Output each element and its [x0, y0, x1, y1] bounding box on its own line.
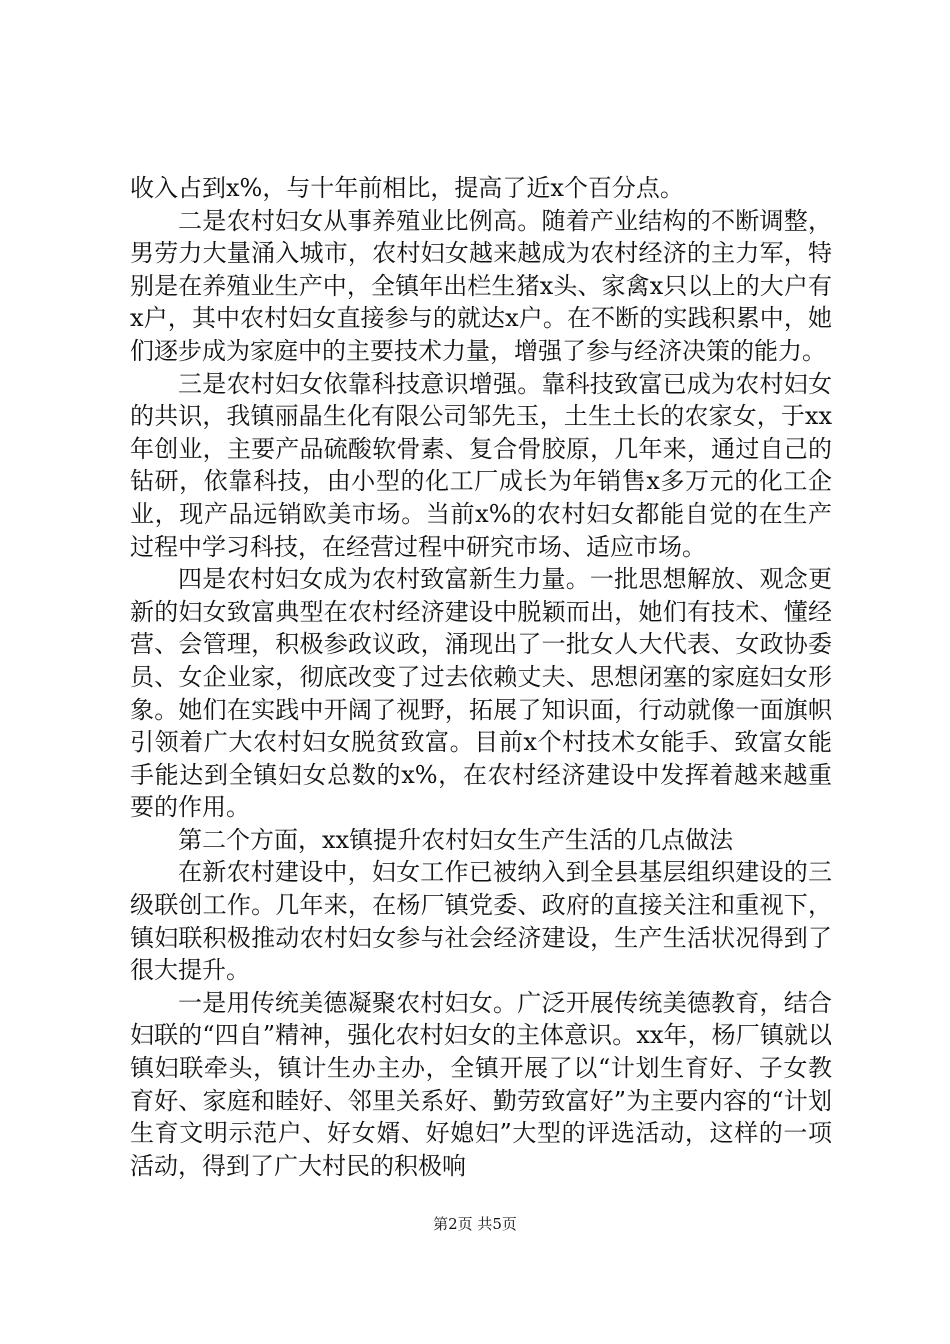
section-heading: 第二个方面，xx镇提升农村妇女生产生活的几点做法 — [178, 825, 734, 854]
document-body — [130, 172, 832, 1182]
paragraph-breeding: 二是农村妇女从事养殖业比例高。随着产业结构的不断调整，男劳力大量涌入城市，农村妇女越来越成为农村经济的主力军，特别是在养殖业生产中，全镇年出栏生猪x头、家禽x只以上的大户有x户，其中农村妇女直接参与的就达x户。在不断的实践积累中，她们逐步成为家庭中的主要技术力量，增强了参与经济决策的能力。 — [130, 206, 832, 365]
paragraph-new-force: 四是农村妇女成为农村致富新生力量。一批思想解放、观念更新的妇女致富典型在农村经济建设中脱颖而出，她们有技术、懂经营、会管理，积极参政议政，涌现出了一批女人大代表、女政协委员、女企业家，彻底改变了过去依赖丈夫、思想闭塞的家庭妇女形象。她们在实践中开阔了视野，拓展了知识面，行动就像一面旗帜引领着广大农村妇女脱贫致富。目前x个村技术女能手、致富女能手能达到全镇妇女总数的x%，在农村经济建设中发挥着越来越重要的作用。 — [130, 565, 832, 822]
paragraph-new-countryside: 在新农村建设中，妇女工作已被纳入到全县基层组织建设的三级联创工作。几年来，在杨厂镇党委、政府的直接关注和重视下，镇妇联积极推动农村妇女参与社会经济建设，生产生活状况得到了很大提升。 — [130, 858, 832, 985]
page-footer — [0, 1214, 950, 1234]
paragraph-continuation: 收入占到x%，与十年前相比，提高了近x个百分点。 — [130, 174, 684, 202]
paragraph-traditional-virtues: 一是用传统美德凝聚农村妇女。广泛开展传统美德教育，结合妇联的“四自”精神，强化农村妇女的主体意识。xx年，杨厂镇就以镇妇联牵头，镇计生办主办，全镇开展了以“计划生育好、子女教育好、家庭和睦好、邻里关系好、勤劳致富好”为主要内容的“计划生育文明示范户、好女婿、好媳妇”大型的评选活动，这样的一项活动，得到了广大村民的积极响 — [130, 988, 832, 1180]
paragraph-technology: 三是农村妇女依靠科技意识增强。靠科技致富已成为农村妇女的共识，我镇丽晶生化有限公司邹先玉，土生土长的农家女，于xx年创业，主要产品硫酸软骨素、复合骨胶原，几年来，通过自己的钻研，依靠科技，由小型的化工厂成长为年销售x多万元的化工企业，现产品远销欧美市场。当前x%的农村妇女都能自觉的在生产过程中学习科技，在经营过程中研究市场、适应市场。 — [130, 369, 832, 561]
page-number: 第2页 共5页 — [433, 1215, 517, 1233]
